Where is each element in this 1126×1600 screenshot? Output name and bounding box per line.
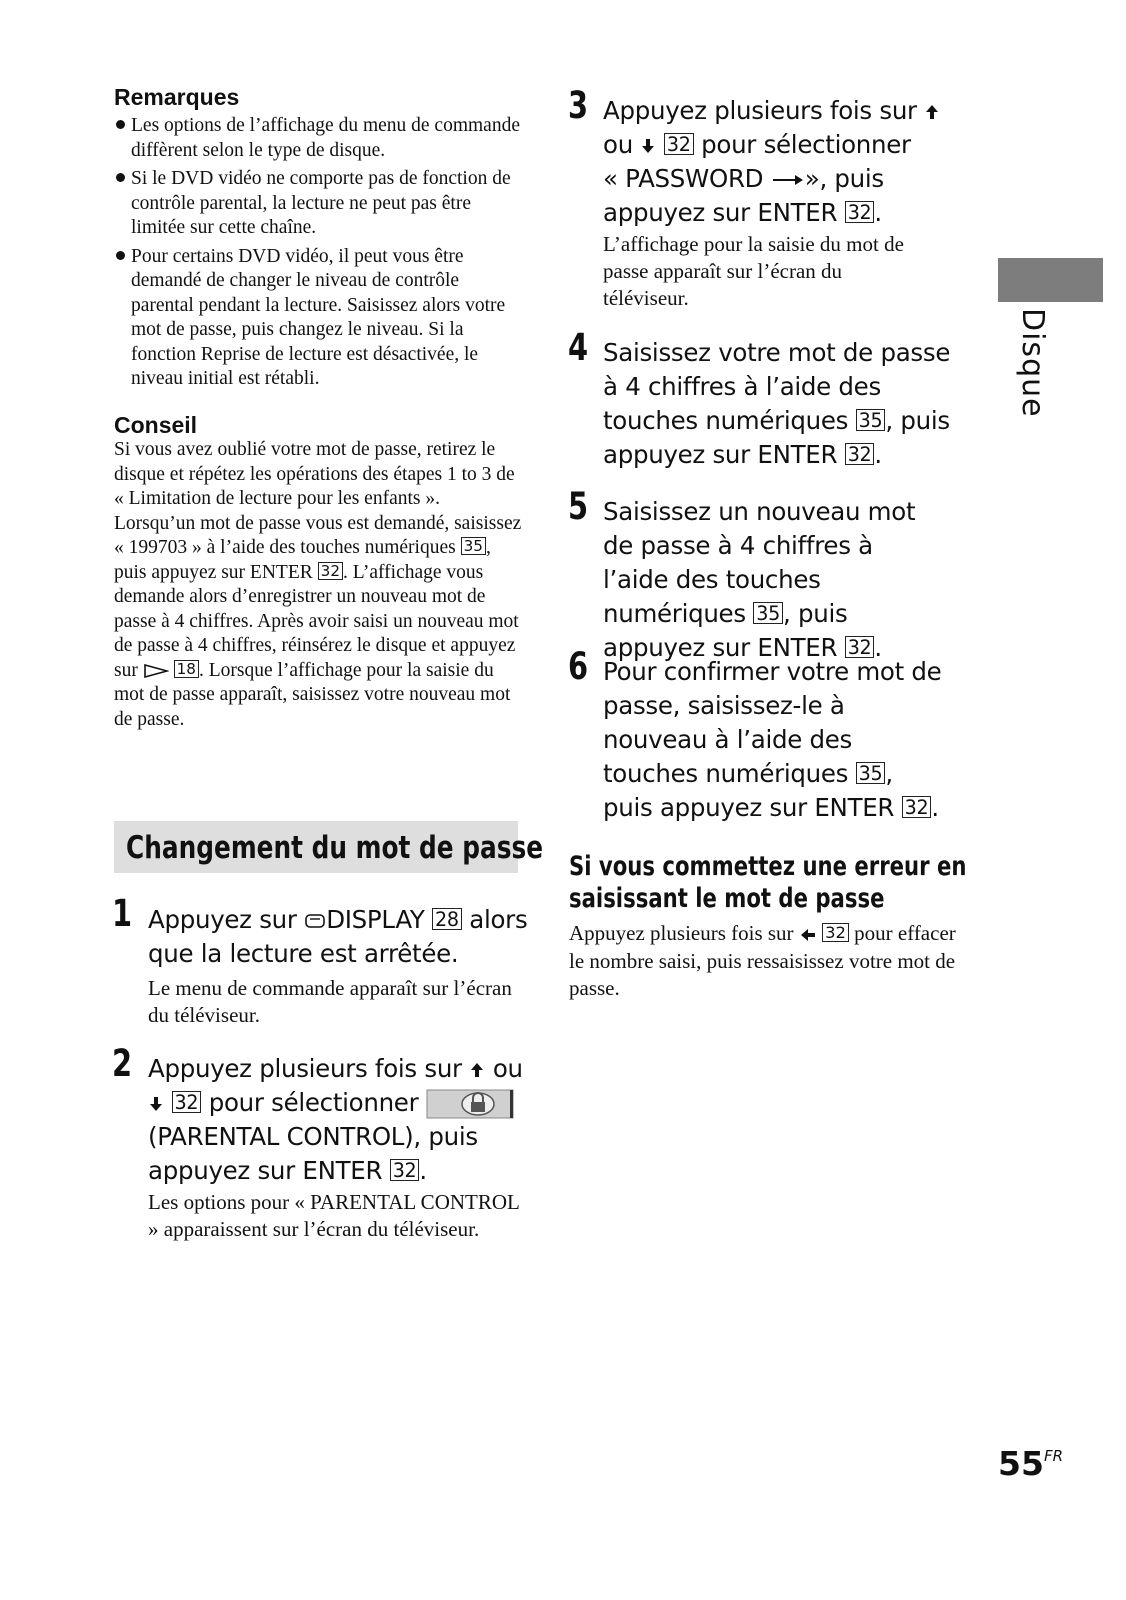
side-tab bbox=[998, 258, 1103, 302]
step-text: ou bbox=[603, 130, 633, 159]
tip-text: . Lorsque l’affichage pour la saisie du mot de passe apparaît, saisissez votre nouveau mot de passe. bbox=[114, 659, 511, 730]
tip-text: , puis appuyez sur ENTER bbox=[114, 537, 491, 583]
arrow-left-icon bbox=[799, 928, 817, 942]
step-2-description: Les options pour « PARENTAL CONTROL » apparaissent sur l’écran du téléviseur. bbox=[148, 1190, 520, 1241]
key-32: 32 bbox=[822, 923, 849, 942]
step-number: 2 bbox=[112, 1042, 133, 1085]
step-text: . bbox=[874, 440, 882, 469]
step-text: Appuyez plusieurs fois sur bbox=[603, 96, 917, 125]
step-text: (PARENTAL CONTROL), puis appuyez sur ENTER bbox=[148, 1122, 478, 1185]
key-18: 18 bbox=[174, 660, 199, 678]
error-heading-line-1: Si vous commettez une erreur en bbox=[569, 851, 967, 882]
step-text: DISPLAY bbox=[326, 905, 425, 934]
step-number: 1 bbox=[112, 892, 133, 935]
step-text: Saisissez votre mot de passe à 4 chiffres à l’aide des touches numériques bbox=[603, 338, 951, 435]
page-number bbox=[998, 1444, 1063, 1483]
step-text: Appuyez sur bbox=[148, 905, 297, 934]
step-text: . bbox=[874, 633, 882, 662]
tip-text: Si vous avez oublié votre mot de passe, retirez le disque et répétez les opérations des étapes 1 to 3 de « Limitation de lecture pour les enfants ». Lorsqu’un mot de passe vous est demandé, saisissez « 199703 » à l’aide des touches numériques bbox=[114, 439, 522, 558]
key-35: 35 bbox=[753, 602, 783, 624]
error-paragraph bbox=[569, 920, 959, 1003]
error-text: pour effacer le nombre saisi, puis ressaisissez votre mot de passe. bbox=[569, 921, 956, 1000]
error-text: Appuyez plusieurs fois sur bbox=[569, 921, 794, 945]
step-text: , puis appuyez sur ENTER bbox=[603, 599, 848, 662]
step-number: 5 bbox=[568, 485, 589, 528]
key-32: 32 bbox=[902, 796, 932, 818]
step-text: . bbox=[874, 198, 882, 227]
step-4-instruction bbox=[603, 336, 953, 472]
step-1-description: Le menu de commande apparaît sur l’écran du téléviseur. bbox=[148, 976, 512, 1027]
step-number: 3 bbox=[568, 84, 589, 127]
step-1-instruction bbox=[148, 903, 528, 971]
error-heading-line-2: saisissant le mot de passe bbox=[569, 883, 885, 914]
parental-control-lock-icon bbox=[426, 1089, 514, 1119]
arrow-down-icon bbox=[148, 1095, 164, 1113]
key-28: 28 bbox=[432, 908, 462, 930]
tip-heading: Conseil bbox=[114, 412, 198, 438]
step-6-instruction bbox=[603, 655, 948, 825]
key-32: 32 bbox=[845, 201, 875, 223]
tip-text: . L’affichage vous demande alors d’enregistrer un nouveau mot de passe à 4 chiffres. Après avoir saisi un nouveau mot de passe à 4 chiffres, réinsérez le disque et appuyez sur bbox=[114, 561, 519, 681]
remarks-list bbox=[114, 114, 524, 396]
key-32: 32 bbox=[845, 636, 875, 658]
remarks-heading: Remarques bbox=[114, 84, 240, 110]
section-bar bbox=[114, 821, 544, 873]
remark-item: Si le DVD vidéo ne comporte pas de fonction de contrôle parental, la lecture ne peut pas être limitée sur cette chaîne. bbox=[114, 167, 524, 241]
page-number-value: 55 bbox=[998, 1444, 1044, 1483]
step-5-instruction bbox=[603, 495, 943, 665]
key-32: 32 bbox=[845, 443, 875, 465]
tip-paragraph bbox=[114, 438, 522, 732]
key-32: 32 bbox=[390, 1159, 420, 1181]
key-35: 35 bbox=[856, 762, 886, 784]
arrow-right-icon bbox=[771, 173, 805, 187]
step-text: . bbox=[419, 1156, 427, 1185]
step-text: , puis appuyez sur ENTER bbox=[603, 759, 895, 822]
step-text: Saisissez un nouveau mot de passe à 4 chiffres à l’aide des touches numériques bbox=[603, 497, 916, 628]
key-35: 35 bbox=[856, 409, 886, 431]
arrow-up-icon bbox=[924, 103, 940, 121]
step-text: alors que la lecture est arrêtée. bbox=[148, 905, 528, 968]
step-text: pour sélectionner bbox=[208, 1088, 419, 1117]
step-text: Pour confirmer votre mot de passe, saisissez-le à nouveau à l’aide des touches numériques bbox=[603, 657, 942, 788]
step-text: Appuyez plusieurs fois sur bbox=[148, 1054, 462, 1083]
step-number: 6 bbox=[568, 645, 589, 688]
page-number-suffix: FR bbox=[1043, 1447, 1063, 1465]
arrow-down-icon bbox=[640, 137, 656, 155]
play-icon bbox=[143, 663, 169, 679]
key-35: 35 bbox=[461, 537, 486, 555]
step-text: « PASSWORD bbox=[603, 164, 764, 193]
remark-item: Les options de l’affichage du menu de commande diffèrent selon le type de disque. bbox=[114, 114, 524, 163]
step-3-instruction bbox=[603, 94, 983, 230]
step-text: », puis appuyez sur ENTER bbox=[603, 164, 884, 227]
key-32: 32 bbox=[318, 562, 343, 580]
arrow-up-icon bbox=[469, 1061, 485, 1079]
step-text: pour sélectionner bbox=[701, 130, 911, 159]
section-title: Changement du mot de passe bbox=[126, 830, 544, 866]
side-section-label: Disque bbox=[1015, 308, 1050, 418]
step-2-instruction bbox=[148, 1052, 528, 1188]
key-32: 32 bbox=[172, 1091, 202, 1113]
step-3-description: L’affichage pour la saisie du mot de passe apparaît sur l’écran du téléviseur. bbox=[603, 232, 904, 310]
step-text: ou bbox=[492, 1054, 523, 1083]
display-icon bbox=[304, 913, 326, 929]
step-text: . bbox=[931, 793, 939, 822]
step-text: , puis appuyez sur ENTER bbox=[603, 406, 950, 469]
remark-item: Pour certains DVD vidéo, il peut vous être demandé de changer le niveau de contrôle parental pendant la lecture. Saisissez alors votre mot de passe, puis changez le niveau. Si la fonction Reprise de lecture est désactivée, le niveau initial est rétabli. bbox=[114, 245, 524, 392]
step-number: 4 bbox=[568, 326, 589, 369]
key-32: 32 bbox=[664, 133, 694, 155]
